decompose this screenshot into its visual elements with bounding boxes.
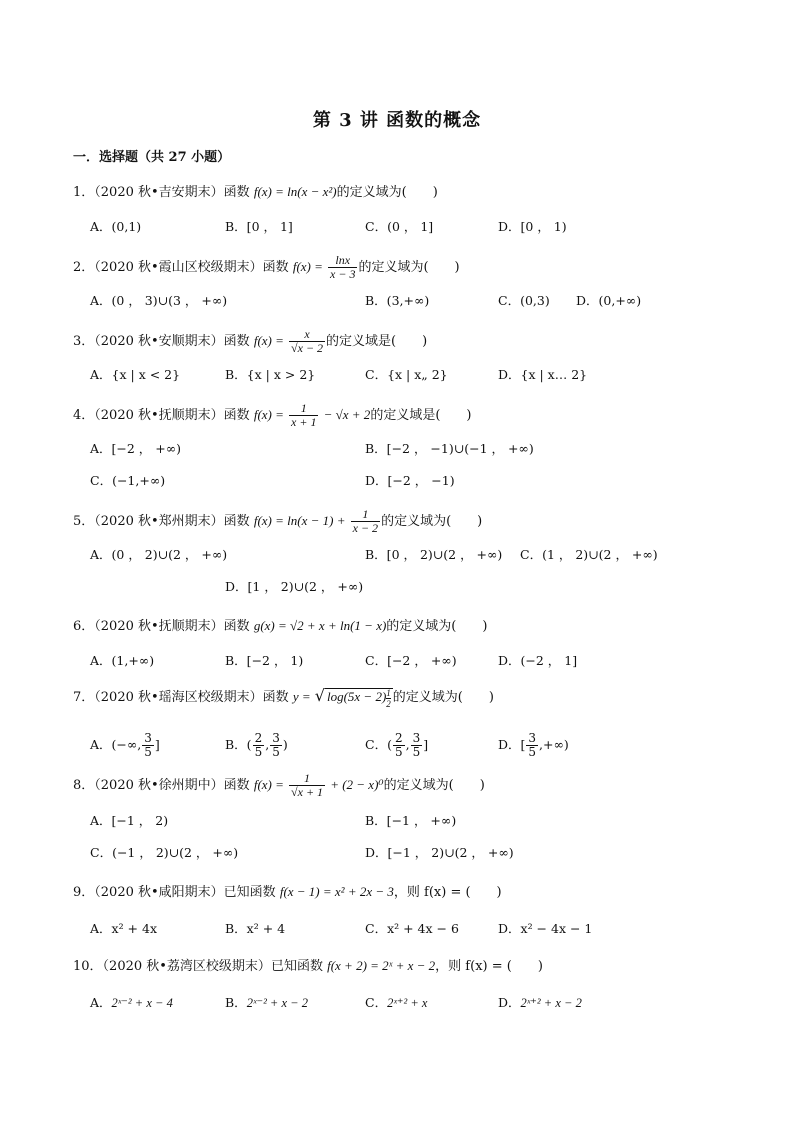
- option-c[interactable]: C．(0 ， 1]: [365, 219, 434, 234]
- fraction: $\frac{1}{√x + 1}$: [291, 771, 324, 799]
- option-b[interactable]: B．[0 ， 1]: [225, 219, 293, 234]
- option-b[interactable]: B．( $\frac{2}{5}$ , $\frac{3}{5}$ ): [225, 731, 288, 759]
- option-b[interactable]: B．x² + 4: [225, 921, 286, 936]
- section-heading: 一．选择题（共 27 小题）: [73, 150, 231, 165]
- option-b[interactable]: B．2ˣ⁻² + x − 2: [225, 995, 308, 1010]
- page-title: 第 3 讲 函数的概念: [312, 110, 482, 131]
- formula: g(x) = √2 + x + ln(1 − x): [253, 618, 387, 633]
- option-a[interactable]: A．[−1 ， 2): [90, 813, 169, 828]
- question-1: 1．（2020 秋•吉安期末）函数 f(x) = ln(x − x²)的定义域为( ): [73, 184, 438, 200]
- question-8: 8．（2020 秋•徐州期中）函数 f(x) = $\frac{1}{√x + 1}$ + (2 − x)⁰的定义域为( ): [73, 771, 485, 799]
- option-c[interactable]: C．(−1,+∞): [90, 473, 166, 488]
- formula: f(x + 2) = 2ˣ + x − 2: [327, 958, 436, 973]
- option-a[interactable]: A．(0 ， 2)∪(2 ， +∞): [90, 547, 228, 562]
- option-a[interactable]: A．x² + 4x: [90, 921, 158, 936]
- option-c[interactable]: C．(−1 ， 2)∪(2 ， +∞): [90, 845, 239, 860]
- question-6: 6．（2020 秋•抚顺期末）函数 g(x) = √2 + x + ln(1 − x)的定义域为( ): [73, 618, 488, 634]
- option-b[interactable]: B．[−2 ， 1): [225, 653, 304, 668]
- option-a[interactable]: A．2ˣ⁻² + x − 4: [90, 995, 173, 1010]
- option-c[interactable]: C．(0,3): [498, 293, 550, 308]
- option-c[interactable]: C．(1 ， 2)∪(2 ， +∞): [520, 547, 658, 562]
- option-c[interactable]: C．( $\frac{2}{5}$ , $\frac{3}{5}$ ]: [365, 731, 429, 759]
- option-b[interactable]: B．{x | x > 2}: [225, 367, 316, 382]
- option-d[interactable]: D．[ $\frac{3}{5}$ ,+∞): [498, 731, 569, 759]
- option-d[interactable]: D．(0,+∞): [576, 293, 642, 308]
- option-d[interactable]: D．{x | x… 2}: [498, 367, 588, 382]
- option-d[interactable]: D．[0 ， 1): [498, 219, 567, 234]
- option-c[interactable]: C．[−2 ， +∞): [365, 653, 457, 668]
- option-a[interactable]: A．(0 ， 3)∪(3 ， +∞): [90, 293, 228, 308]
- option-d[interactable]: D．(−2 ， 1]: [498, 653, 578, 668]
- option-d[interactable]: D．2ˣ⁺² + x − 2: [498, 995, 582, 1010]
- question-9: 9．（2020 秋•咸阳期末）已知函数 f(x − 1) = x² + 2x − 3，则 f(x) = ( ): [73, 884, 502, 900]
- question-3: 3．（2020 秋•安顺期末）函数 f(x) = $\frac{x}{√x - 2}$ 的定义域是( ): [73, 327, 428, 355]
- option-a[interactable]: A．[−2 ， +∞): [90, 441, 182, 456]
- option-b[interactable]: B．[−2 ， −1)∪(−1 ， +∞): [365, 441, 534, 456]
- option-c[interactable]: C．2ˣ⁺² + x: [365, 995, 428, 1010]
- option-b[interactable]: B．(3,+∞): [365, 293, 430, 308]
- fraction: $\frac{1}{x + 1}$: [291, 401, 317, 429]
- fraction: $\frac{1}{x - 2}$: [352, 507, 379, 535]
- option-d[interactable]: D．x² − 4x − 1: [498, 921, 593, 936]
- option-d[interactable]: D．[−2 ， −1): [365, 473, 455, 488]
- formula: f(x) = ln(x − x²): [253, 184, 337, 199]
- option-d[interactable]: D．[−1 ， 2)∪(2 ， +∞): [365, 845, 514, 860]
- option-c[interactable]: C．{x | x„ 2}: [365, 367, 448, 382]
- option-a[interactable]: A．(1,+∞): [90, 653, 155, 668]
- option-a[interactable]: A．(0,1): [90, 219, 142, 234]
- question-5: 5．（2020 秋•郑州期末）函数 f(x) = ln(x − 1) + $\frac{1}{x - 2}$ 的定义域为( ): [73, 507, 483, 535]
- question-7: 7．（2020 秋•瑶海区校级期末）函数 y = √ $\log(5x - 2)\frac{1}{2}$ 的定义域为( ): [73, 686, 494, 709]
- fraction: $\frac{\ln x}{x - 3}$: [330, 253, 356, 281]
- option-d[interactable]: D．[1 ， 2)∪(2 ， +∞): [225, 579, 364, 594]
- formula: f(x − 1) = x² + 2x − 3: [279, 884, 394, 899]
- option-c[interactable]: C．x² + 4x − 6: [365, 921, 459, 936]
- fraction: $\frac{x}{√x - 2}$: [291, 327, 324, 355]
- question-2: 2．（2020 秋•霞山区校级期末）函数 f(x) = $\frac{\ln x}{x - 3}$ 的定义域为( ): [73, 253, 460, 281]
- option-a[interactable]: A．{x | x < 2}: [90, 367, 181, 382]
- option-a[interactable]: A．(−∞, $\frac{3}{5}$ ]: [90, 731, 160, 759]
- question-10: 10．（2020 秋•荔湾区校级期末）已知函数 f(x + 2) = 2ˣ + x − 2，则 f(x) = ( ): [73, 958, 543, 974]
- option-b[interactable]: B．[0 ， 2)∪(2 ， +∞): [365, 547, 503, 562]
- option-b[interactable]: B．[−1 ， +∞): [365, 813, 457, 828]
- question-4: 4．（2020 秋•抚顺期末）函数 f(x) = $\frac{1}{x + 1}$ − √x + 2的定义域是( ): [73, 401, 472, 429]
